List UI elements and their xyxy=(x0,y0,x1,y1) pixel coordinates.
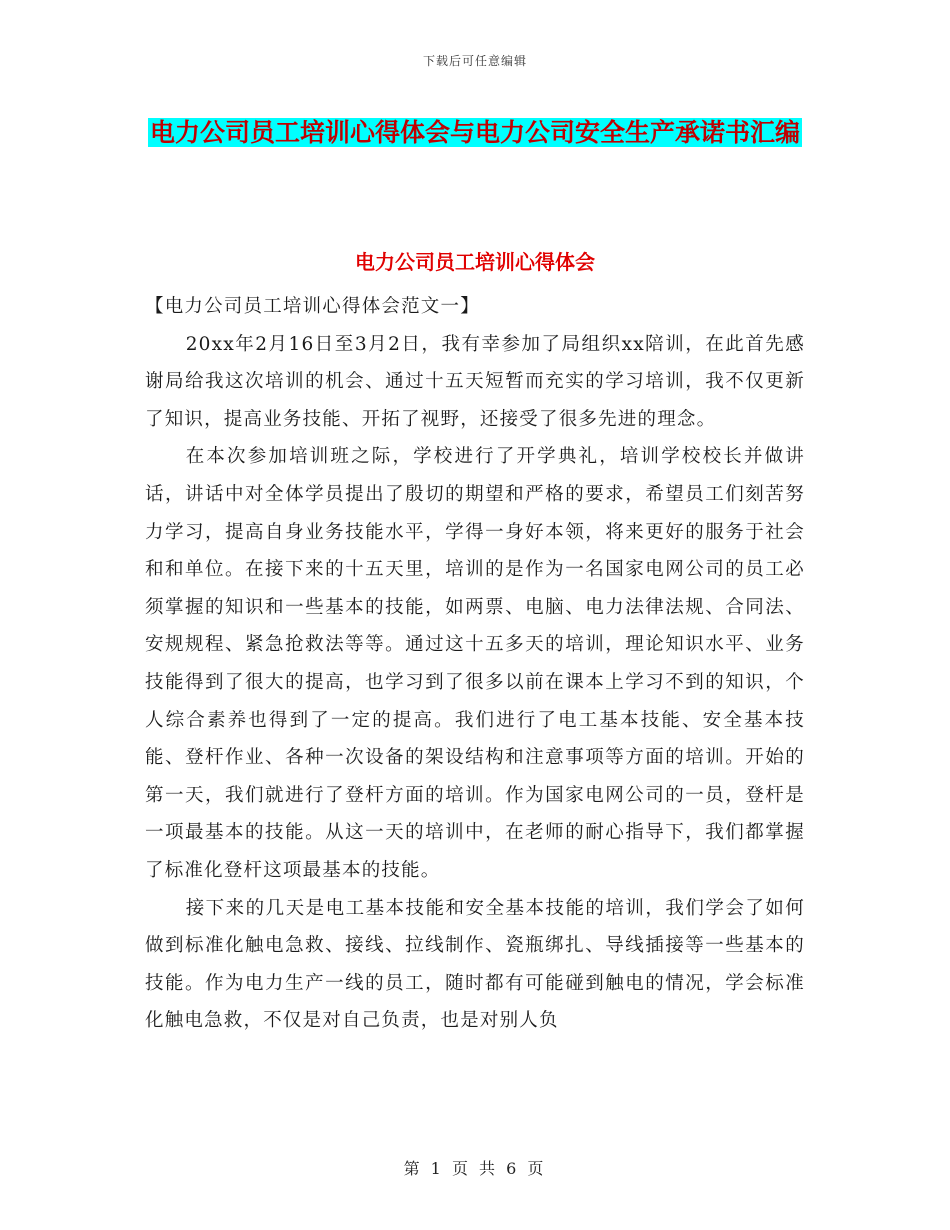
document-title xyxy=(140,110,810,156)
body-paragraph-1: 20xx年2月16日至3月2日，我有幸参加了局组织xx陪训，在此首先感谢局给我这次培训的机会、通过十五天短暂而充实的学习培训，我不仅更新了知识，提高业务技能、开拓了视野，还接受了很多先进的理念。 xyxy=(145,333,805,430)
document-title-text: 电力公司员工培训心得体会与电力公司安全生产承诺书汇编 xyxy=(149,118,800,147)
body-paragraph-3: 接下来的几天是电工基本技能和安全基本技能的培训，我们学会了如何做到标准化触电急救、接线、拉线制作、瓷瓶绑扎、导线插接等一些基本的技能。作为电力生产一线的员工，随时都有可能碰到触电的情况，学会标准化触电急救，不仅是对自己负责，也是对别人负 xyxy=(145,897,805,1032)
page-footer: 第 1 页 共 6 页 xyxy=(403,1159,547,1178)
document-body xyxy=(145,288,805,1040)
body-paragraph-2: 在本次参加培训班之际，学校进行了开学典礼，培训学校校长并做讲话，讲话中对全体学员提出了殷切的期望和严格的要求，希望员工们刻苦努力学习，提高自身业务技能水平，学得一身好本领，将来更好的服务于社会和和单位。在接下来的十五天里，培训的是作为一名国家电网公司的员工必须掌握的知识和一些基本的技能，如两票、电脑、电力法律法规、合同法、安规规程、紧急抢救法等等。通过这十五多天的培训，理论知识水平、业务技能得到了很大的提高，也学习到了很多以前在课本上学习不到的知识，个人综合素养也得到了一定的提高。我们进行了电工基本技能、安全基本技能、登杆作业、各种一次设备的架设结构和注意事项等方面的培训。开始的第一天，我们就进行了登杆方面的培训。作为国家电网公司的一员，登杆是一项最基本的技能。从这一天的培训中，在老师的耐心指导下，我们都掌握了标准化登杆这项最基本的技能。 xyxy=(145,446,805,881)
sample-label: 【电力公司员工培训心得体会范文一】 xyxy=(145,296,480,317)
header-note: 下载后可任意编辑 xyxy=(422,54,527,68)
section-title: 电力公司员工培训心得体会 xyxy=(355,250,595,274)
